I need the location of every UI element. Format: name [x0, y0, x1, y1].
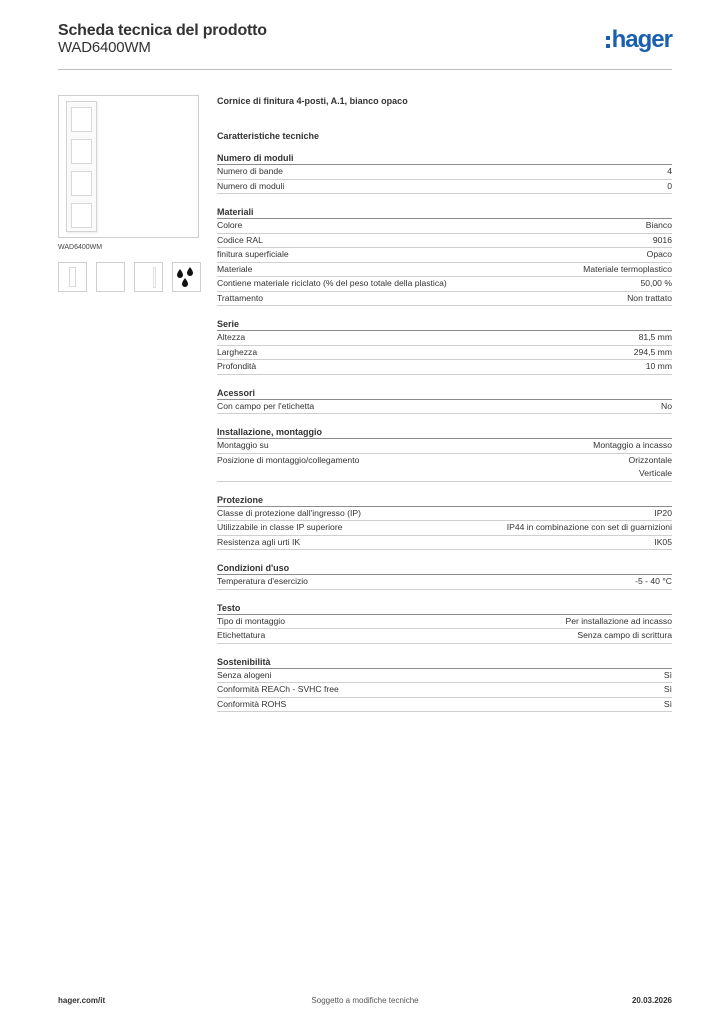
section-title: Materiali	[217, 204, 672, 219]
spec-sections	[217, 150, 672, 722]
spec-section	[217, 600, 672, 644]
spec-value: Senza campo di scrittura	[577, 630, 672, 640]
spec-row	[217, 165, 672, 180]
spec-row	[217, 615, 672, 630]
spec-row	[217, 669, 672, 684]
spec-row	[217, 360, 672, 375]
spec-row	[217, 248, 672, 263]
product-description: Cornice di finitura 4-posti, A.1, bianco opaco	[217, 96, 408, 106]
spec-row	[217, 575, 672, 590]
spec-label: Classe di protezione dall'ingresso (IP)	[217, 507, 361, 518]
thumbnail-frame-front[interactable]	[58, 262, 87, 292]
spec-value: Materiale termoplastico	[583, 263, 672, 274]
spec-value: 50,00 %	[640, 278, 672, 288]
technical-characteristics-heading: Caratteristiche tecniche	[217, 131, 320, 141]
spec-value: IP20	[654, 507, 672, 518]
spec-row	[217, 180, 672, 195]
spec-value: No	[661, 400, 672, 411]
document-title: Scheda tecnica del prodotto	[58, 22, 267, 39]
spec-label: Conformità ROHS	[217, 698, 287, 709]
section-title: Sostenibilità	[217, 654, 672, 669]
spec-row	[217, 277, 672, 292]
spec-label: Larghezza	[217, 346, 258, 357]
spec-label: Resistenza agli urti IK	[217, 536, 301, 547]
spec-value: Orizzontale Verticale	[628, 454, 672, 478]
frame-illustration	[66, 101, 97, 232]
spec-label: Altezza	[217, 332, 246, 342]
spec-label: Con campo per l'etichetta	[217, 400, 315, 411]
spec-section	[217, 424, 672, 482]
spec-value: 294,5 mm	[633, 346, 672, 357]
spec-row	[217, 219, 672, 234]
spec-section	[217, 204, 672, 306]
section-title: Serie	[217, 316, 672, 331]
footer-date: 20.03.2026	[631, 996, 672, 1005]
spec-value: IK05	[654, 536, 672, 547]
section-title: Acessori	[217, 385, 672, 400]
spec-label: Senza alogeni	[217, 669, 272, 680]
logo-dots-icon	[606, 36, 610, 48]
hager-logo	[606, 26, 672, 54]
spec-label: Conformità REACh - SVHC free	[217, 684, 339, 694]
spec-label: Etichettatura	[217, 630, 266, 640]
section-title: Installazione, montaggio	[217, 424, 672, 439]
spec-value: Non trattato	[627, 292, 672, 303]
spec-value: 10 mm	[645, 361, 672, 371]
spec-value: Sì	[663, 669, 672, 680]
image-caption: WAD6400WM	[58, 244, 103, 251]
footer-website-link[interactable]: hager.com/it	[58, 996, 106, 1005]
spec-section	[217, 560, 672, 590]
spec-row	[217, 263, 672, 278]
spec-row	[217, 629, 672, 644]
spec-row	[217, 683, 672, 698]
spec-label: Colore	[217, 220, 243, 230]
spec-row	[217, 698, 672, 713]
spec-row	[217, 439, 672, 454]
page-header	[58, 20, 672, 70]
spec-row	[217, 454, 672, 482]
spec-section	[217, 316, 672, 375]
spec-value: Montaggio a incasso	[593, 440, 672, 450]
section-title: Condizioni d'uso	[217, 560, 672, 575]
thumbnail-frame-side[interactable]	[134, 262, 163, 292]
section-title: Testo	[217, 600, 672, 615]
spec-section	[217, 492, 672, 551]
section-title: Numero di moduli	[217, 150, 672, 165]
section-title: Protezione	[217, 492, 672, 507]
spec-row	[217, 536, 672, 551]
spec-section	[217, 654, 672, 713]
spec-row	[217, 507, 672, 522]
spec-row	[217, 234, 672, 249]
spec-value: 4	[667, 166, 672, 176]
spec-label: Tipo di montaggio	[217, 615, 285, 626]
spec-value: 0	[667, 180, 672, 191]
spec-label: Materiale	[217, 263, 253, 274]
page-footer	[58, 996, 672, 1010]
spec-row	[217, 346, 672, 361]
spec-label: Numero di moduli	[217, 180, 285, 191]
logo-text: hager	[611, 26, 672, 53]
spec-label: Codice RAL	[217, 234, 263, 245]
spec-value: Bianco	[645, 220, 672, 230]
spec-value: Per installazione ad incasso	[565, 615, 672, 626]
spec-value: -5 - 40 °C	[635, 576, 672, 586]
thumbnail-water-drops[interactable]	[172, 262, 201, 292]
product-image	[58, 95, 199, 238]
spec-label: Utilizzabile in classe IP superiore	[217, 522, 343, 532]
spec-label: Contiene materiale riciclato (% del peso totale della plastica)	[217, 278, 447, 288]
spec-value: Opaco	[646, 249, 672, 259]
spec-label: Posizione di montaggio/collegamento	[217, 454, 360, 465]
spec-section	[217, 150, 672, 194]
product-code: WAD6400WM	[58, 39, 151, 56]
spec-label: Numero di bande	[217, 166, 283, 176]
spec-row	[217, 331, 672, 346]
spec-value: Sì	[663, 684, 672, 694]
spec-label: Temperatura d'esercizio	[217, 576, 308, 586]
spec-row	[217, 400, 672, 415]
spec-value: IP44 in combinazione con set di guarnizioni	[506, 522, 672, 532]
spec-value: Sì	[663, 698, 672, 709]
spec-value: 9016	[652, 234, 672, 245]
thumbnail-frame-blank[interactable]	[96, 262, 125, 292]
spec-section	[217, 385, 672, 415]
spec-value: 81,5 mm	[638, 332, 672, 342]
spec-label: Montaggio su	[217, 440, 269, 450]
spec-row	[217, 521, 672, 536]
footer-notice: Soggetto a modifiche tecniche	[311, 996, 419, 1005]
spec-label: finitura superficiale	[217, 249, 289, 259]
spec-row	[217, 292, 672, 307]
water-drops-icon	[173, 263, 200, 291]
spec-label: Profondità	[217, 361, 257, 371]
spec-label: Trattamento	[217, 292, 264, 303]
